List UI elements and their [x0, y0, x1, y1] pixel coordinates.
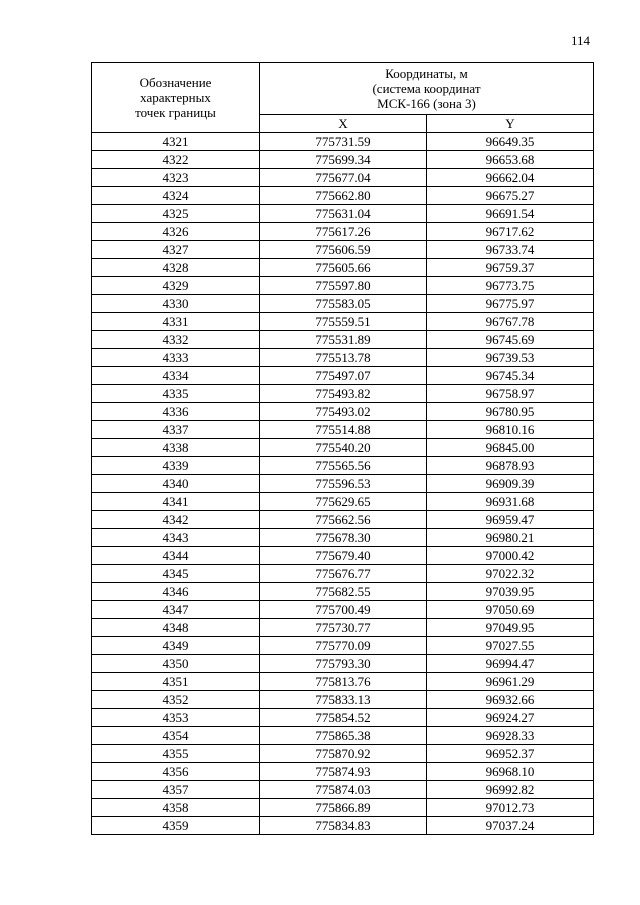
point-cell: 4342	[92, 511, 260, 529]
table-row	[92, 511, 594, 529]
y-coordinate-cell: 96649.35	[427, 133, 594, 151]
point-cell: 4355	[92, 745, 260, 763]
table-row	[92, 709, 594, 727]
point-cell: 4338	[92, 439, 260, 457]
x-coordinate-cell: 775834.83	[260, 817, 427, 835]
table-row	[92, 133, 594, 151]
y-coordinate-cell: 97000.42	[427, 547, 594, 565]
y-coordinate-cell: 96928.33	[427, 727, 594, 745]
x-coordinate-cell: 775493.02	[260, 403, 427, 421]
point-cell: 4332	[92, 331, 260, 349]
y-coordinate-cell: 97050.69	[427, 601, 594, 619]
y-coordinate-cell: 96653.68	[427, 151, 594, 169]
x-coordinate-cell: 775833.13	[260, 691, 427, 709]
table-row	[92, 601, 594, 619]
y-coordinate-cell: 97022.32	[427, 565, 594, 583]
table-row	[92, 205, 594, 223]
point-cell: 4343	[92, 529, 260, 547]
y-column-header: Y	[427, 115, 594, 133]
y-coordinate-cell: 96992.82	[427, 781, 594, 799]
x-coordinate-cell: 775497.07	[260, 367, 427, 385]
point-cell: 4344	[92, 547, 260, 565]
point-cell: 4345	[92, 565, 260, 583]
table-row	[92, 763, 594, 781]
table-row	[92, 475, 594, 493]
x-coordinate-cell: 775596.53	[260, 475, 427, 493]
table-row	[92, 259, 594, 277]
x-coordinate-cell: 775540.20	[260, 439, 427, 457]
x-coordinate-cell: 775677.04	[260, 169, 427, 187]
table-row	[92, 691, 594, 709]
y-coordinate-cell: 96931.68	[427, 493, 594, 511]
point-cell: 4326	[92, 223, 260, 241]
table-row	[92, 169, 594, 187]
y-coordinate-cell: 96878.93	[427, 457, 594, 475]
point-cell: 4335	[92, 385, 260, 403]
x-coordinate-cell: 775874.03	[260, 781, 427, 799]
point-cell: 4325	[92, 205, 260, 223]
x-coordinate-cell: 775700.49	[260, 601, 427, 619]
y-coordinate-cell: 96733.74	[427, 241, 594, 259]
x-coordinate-cell: 775514.88	[260, 421, 427, 439]
y-coordinate-cell: 96909.39	[427, 475, 594, 493]
y-coordinate-cell: 97012.73	[427, 799, 594, 817]
y-coordinate-cell: 96924.27	[427, 709, 594, 727]
x-coordinate-cell: 775531.89	[260, 331, 427, 349]
y-coordinate-cell: 96691.54	[427, 205, 594, 223]
table-row	[92, 385, 594, 403]
x-column-header: X	[260, 115, 427, 133]
table-row	[92, 619, 594, 637]
x-coordinate-cell: 775854.52	[260, 709, 427, 727]
coordinates-header	[260, 63, 594, 115]
x-coordinate-cell: 775565.56	[260, 457, 427, 475]
point-cell: 4336	[92, 403, 260, 421]
table-row	[92, 493, 594, 511]
point-designation-header	[92, 63, 260, 133]
point-cell: 4354	[92, 727, 260, 745]
point-cell: 4357	[92, 781, 260, 799]
table-row	[92, 367, 594, 385]
header-label-line: характерных	[140, 90, 211, 105]
table-row	[92, 277, 594, 295]
table-row	[92, 817, 594, 835]
x-coordinate-cell: 775699.34	[260, 151, 427, 169]
y-coordinate-cell: 96662.04	[427, 169, 594, 187]
x-coordinate-cell: 775731.59	[260, 133, 427, 151]
table-row	[92, 313, 594, 331]
table-row	[92, 565, 594, 583]
x-coordinate-cell: 775770.09	[260, 637, 427, 655]
x-coordinate-cell: 775605.66	[260, 259, 427, 277]
point-cell: 4346	[92, 583, 260, 601]
point-cell: 4350	[92, 655, 260, 673]
x-coordinate-cell: 775631.04	[260, 205, 427, 223]
point-cell: 4321	[92, 133, 260, 151]
point-cell: 4349	[92, 637, 260, 655]
x-coordinate-cell: 775597.80	[260, 277, 427, 295]
point-cell: 4333	[92, 349, 260, 367]
y-coordinate-cell: 97037.24	[427, 817, 594, 835]
x-coordinate-cell: 775682.55	[260, 583, 427, 601]
x-coordinate-cell: 775874.93	[260, 763, 427, 781]
x-coordinate-cell: 775617.26	[260, 223, 427, 241]
x-coordinate-cell: 775676.77	[260, 565, 427, 583]
y-coordinate-cell: 96961.29	[427, 673, 594, 691]
table-row	[92, 781, 594, 799]
x-coordinate-cell: 775559.51	[260, 313, 427, 331]
table-row	[92, 529, 594, 547]
y-coordinate-cell: 96952.37	[427, 745, 594, 763]
y-coordinate-cell: 96675.27	[427, 187, 594, 205]
table-row	[92, 151, 594, 169]
x-coordinate-cell: 775793.30	[260, 655, 427, 673]
x-coordinate-cell: 775866.89	[260, 799, 427, 817]
point-cell: 4324	[92, 187, 260, 205]
y-coordinate-cell: 96759.37	[427, 259, 594, 277]
table-row	[92, 295, 594, 313]
y-coordinate-cell: 96758.97	[427, 385, 594, 403]
x-coordinate-cell: 775678.30	[260, 529, 427, 547]
x-coordinate-cell: 775865.38	[260, 727, 427, 745]
table-row	[92, 439, 594, 457]
y-coordinate-cell: 97027.55	[427, 637, 594, 655]
header-coord-line: (система координат	[372, 81, 481, 96]
y-coordinate-cell: 96775.97	[427, 295, 594, 313]
y-coordinate-cell: 96773.75	[427, 277, 594, 295]
header-label-line: точек границы	[135, 105, 216, 120]
point-cell: 4359	[92, 817, 260, 835]
table-row	[92, 421, 594, 439]
page-number: 114	[570, 33, 590, 48]
point-cell: 4348	[92, 619, 260, 637]
x-coordinate-cell: 775679.40	[260, 547, 427, 565]
point-cell: 4337	[92, 421, 260, 439]
coordinates-table	[91, 62, 594, 835]
table-row	[92, 457, 594, 475]
table-row	[92, 547, 594, 565]
point-cell: 4329	[92, 277, 260, 295]
table-body	[92, 133, 594, 835]
table-row	[92, 403, 594, 421]
table-header	[92, 63, 594, 133]
point-cell: 4328	[92, 259, 260, 277]
y-coordinate-cell: 96717.62	[427, 223, 594, 241]
x-coordinate-cell: 775662.56	[260, 511, 427, 529]
y-coordinate-cell: 96980.21	[427, 529, 594, 547]
x-coordinate-cell: 775870.92	[260, 745, 427, 763]
point-cell: 4358	[92, 799, 260, 817]
table-row	[92, 637, 594, 655]
point-cell: 4327	[92, 241, 260, 259]
point-cell: 4331	[92, 313, 260, 331]
table-row	[92, 223, 594, 241]
point-cell: 4341	[92, 493, 260, 511]
point-cell: 4323	[92, 169, 260, 187]
point-cell: 4340	[92, 475, 260, 493]
x-coordinate-cell: 775662.80	[260, 187, 427, 205]
point-cell: 4347	[92, 601, 260, 619]
y-coordinate-cell: 96745.69	[427, 331, 594, 349]
table-row	[92, 745, 594, 763]
table-row	[92, 727, 594, 745]
point-cell: 4334	[92, 367, 260, 385]
point-cell: 4352	[92, 691, 260, 709]
table-row	[92, 583, 594, 601]
header-coord-line: Координаты, м	[385, 66, 468, 81]
point-cell: 4330	[92, 295, 260, 313]
table-row	[92, 655, 594, 673]
y-coordinate-cell: 96745.34	[427, 367, 594, 385]
x-coordinate-cell: 775493.82	[260, 385, 427, 403]
y-coordinate-cell: 96767.78	[427, 313, 594, 331]
table-row	[92, 349, 594, 367]
point-cell: 4322	[92, 151, 260, 169]
point-cell: 4339	[92, 457, 260, 475]
table-row	[92, 331, 594, 349]
y-coordinate-cell: 97049.95	[427, 619, 594, 637]
y-coordinate-cell: 96932.66	[427, 691, 594, 709]
x-coordinate-cell: 775813.76	[260, 673, 427, 691]
x-coordinate-cell: 775583.05	[260, 295, 427, 313]
header-label-line: Обозначение	[139, 75, 212, 90]
x-coordinate-cell: 775730.77	[260, 619, 427, 637]
x-coordinate-cell: 775629.65	[260, 493, 427, 511]
y-coordinate-cell: 96994.47	[427, 655, 594, 673]
y-coordinate-cell: 96739.53	[427, 349, 594, 367]
y-coordinate-cell: 96968.10	[427, 763, 594, 781]
header-coord-line: МСК-166 (зона 3)	[377, 96, 476, 111]
y-coordinate-cell: 96959.47	[427, 511, 594, 529]
table-row	[92, 241, 594, 259]
table-row	[92, 673, 594, 691]
table-row	[92, 799, 594, 817]
x-coordinate-cell: 775606.59	[260, 241, 427, 259]
y-coordinate-cell: 97039.95	[427, 583, 594, 601]
table-row	[92, 187, 594, 205]
point-cell: 4356	[92, 763, 260, 781]
x-coordinate-cell: 775513.78	[260, 349, 427, 367]
y-coordinate-cell: 96780.95	[427, 403, 594, 421]
y-coordinate-cell: 96845.00	[427, 439, 594, 457]
y-coordinate-cell: 96810.16	[427, 421, 594, 439]
point-cell: 4351	[92, 673, 260, 691]
point-cell: 4353	[92, 709, 260, 727]
